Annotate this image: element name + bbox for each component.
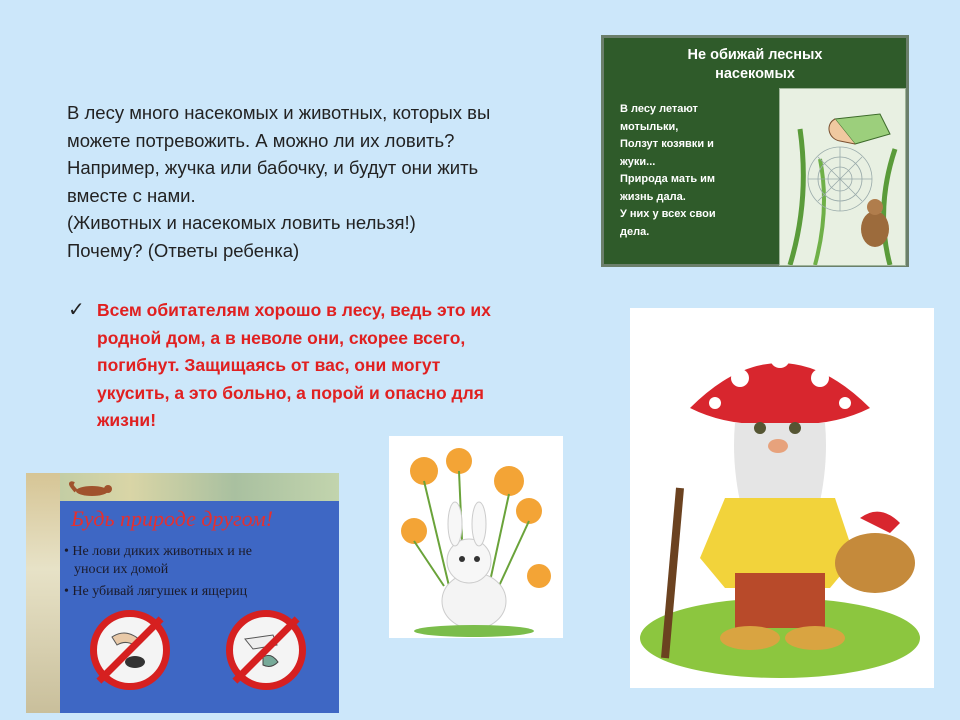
poster-title-line: насекомых: [715, 66, 795, 82]
poem-line: Природа мать им: [620, 173, 716, 185]
intro-line: вместе с нами.: [67, 184, 196, 206]
poster-decoration: [26, 473, 60, 713]
poem-line: мотыльки,: [620, 120, 679, 133]
no-catching-sign-icon: [90, 610, 170, 690]
poster-title: Будь природе другом!: [71, 506, 274, 531]
intro-text: [67, 99, 587, 264]
answer-line: родной дом, а в неволе они, скорее всего,: [97, 327, 466, 348]
no-killing-sign-icon: [226, 610, 306, 690]
bunny-flowers-image: [389, 436, 563, 638]
intro-line: Почему? (Ответы ребенка): [67, 239, 300, 261]
poem-line: В лесу летают: [620, 103, 698, 115]
poem-line: Ползут козявки и: [620, 138, 714, 150]
poster-title-line: Не обижай лесных: [687, 47, 823, 63]
answer-text: [97, 297, 567, 435]
intro-line: В лесу много насекомых и животных, которых вы: [67, 102, 491, 123]
mushroom-gnome-image: [630, 308, 934, 688]
answer-line: укусить, а это больно, а порой и опасно для: [97, 382, 484, 403]
insects-poster: [601, 35, 909, 267]
checkmark-icon: ✓: [68, 299, 85, 321]
poem-line: У них у всех свои: [620, 208, 716, 220]
answer-line: жизни!: [97, 410, 157, 430]
poster-poem: [620, 102, 780, 242]
answer-line: Всем обитателям хорошо в лесу, ведь это их: [97, 300, 491, 320]
nature-friend-poster: [26, 473, 339, 713]
intro-line: (Животных и насекомых ловить нельзя!): [67, 212, 416, 233]
squirrel-icon: [62, 481, 114, 499]
poem-line: жуки...: [620, 155, 656, 168]
poem-line: жизнь дала.: [620, 190, 686, 203]
answer-line: погибнут. Защищаясь от вас, они могут: [97, 355, 441, 375]
intro-line: Например, жучка или бабочку, и будут они жить: [67, 157, 479, 178]
poem-line: дела.: [620, 225, 650, 238]
rule-item: уноси их домой: [74, 562, 169, 577]
spiderweb-hand-illustration: [779, 88, 906, 266]
poster-title: [604, 46, 906, 84]
rule-item: • Не лови диких животных и не: [64, 544, 252, 559]
intro-line: можете потревожить. А можно ли их ловить?: [67, 129, 455, 151]
rule-item: • Не убивай лягушек и ящериц: [64, 584, 248, 599]
